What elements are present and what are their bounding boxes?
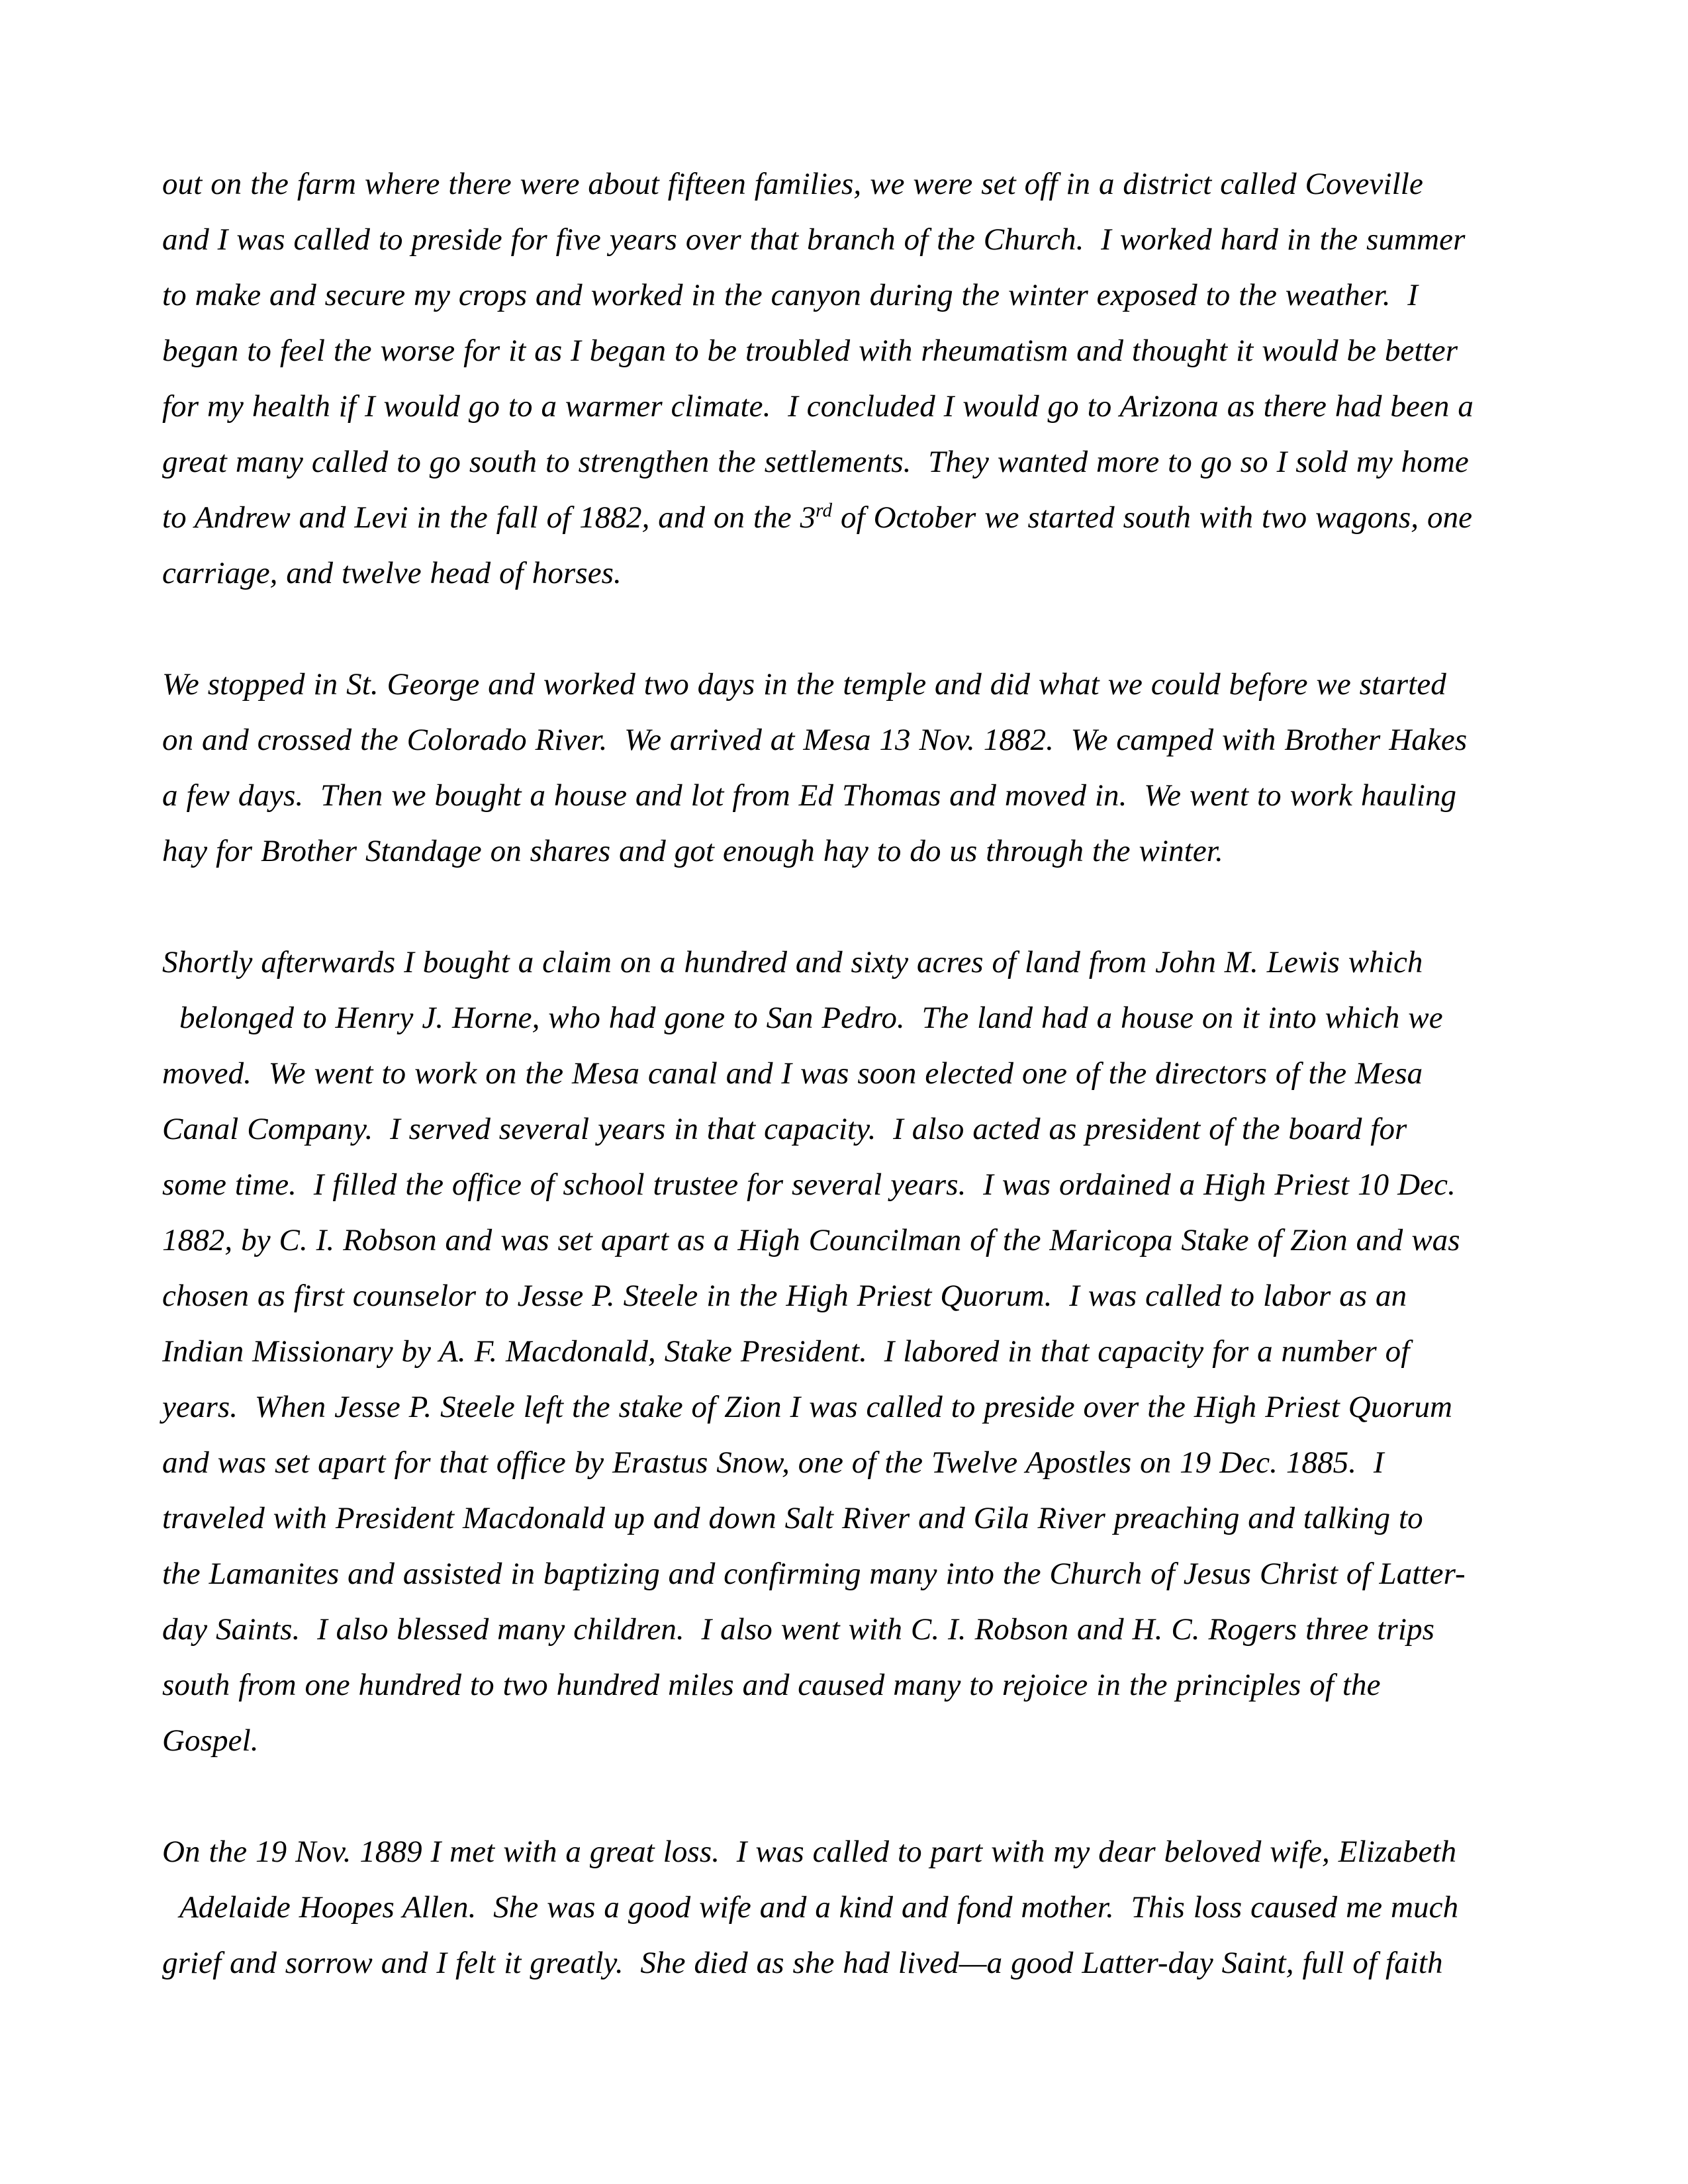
text-line: carriage, and twelve head of horses.	[162, 556, 622, 590]
text-line: began to feel the worse for it as I began to be troubled with rheumatism and thought it would be better	[162, 334, 1458, 368]
text-line: to make and secure my crops and worked in the canyon during the winter exposed to the weather. I	[162, 278, 1418, 312]
text-line: 1882, by C. I. Robson and was set apart as a High Councilman of the Maricopa Stake of Zion and was	[162, 1223, 1460, 1257]
text-line: chosen as first counselor to Jesse P. Steele in the High Priest Quorum. I was called to labor as an	[162, 1279, 1407, 1313]
text-line: day Saints. I also blessed many children. I also went with C. I. Robson and H. C. Rogers three trips	[162, 1612, 1434, 1647]
text-line: out on the farm where there were about fifteen families, we were set off in a district called Coveville	[162, 167, 1423, 201]
text-line: moved. We went to work on the Mesa canal and I was soon elected one of the directors of the Mesa	[162, 1056, 1423, 1091]
text-line: great many called to go south to strengthen the settlements. They wanted more to go so I sold my home	[162, 445, 1469, 479]
text-line: Adelaide Hoopes Allen. She was a good wife and a kind and fond mother. This loss caused me much	[179, 1890, 1459, 1925]
text-line: We stopped in St. George and worked two days in the temple and did what we could before we started	[162, 667, 1446, 702]
text-line: On the 19 Nov. 1889 I met with a great loss. I was called to part with my dear beloved wife, Elizabeth	[162, 1835, 1457, 1869]
text-line: the Lamanites and assisted in baptizing and confirming many into the Church of Jesus Christ of Latter-	[162, 1557, 1466, 1591]
text-line: south from one hundred to two hundred miles and caused many to rejoice in the principles of the	[162, 1668, 1381, 1702]
text-line: belonged to Henry J. Horne, who had gone to San Pedro. The land had a house on it into which we	[179, 1001, 1443, 1035]
text-line: for my health if I would go to a warmer climate. I concluded I would go to Arizona as there had been a	[162, 389, 1474, 424]
ordinal-suffix: rd	[816, 500, 833, 522]
text-line: hay for Brother Standage on shares and got enough hay to do us through the winter.	[162, 834, 1223, 868]
text-line: a few days. Then we bought a house and lot from Ed Thomas and moved in. We went to work hauling	[162, 778, 1457, 813]
text-line: on and crossed the Colorado River. We arrived at Mesa 13 Nov. 1882. We camped with Brother Hakes	[162, 723, 1468, 757]
text-line: and I was called to preside for five years over that branch of the Church. I worked hard in the summer	[162, 222, 1466, 257]
text-segment: to Andrew and Levi in the fall of 1882, and on the 3	[162, 500, 816, 535]
text-line: some time. I filled the office of school trustee for several years. I was ordained a High Priest 10 Dec.	[162, 1167, 1456, 1202]
paragraph-2	[162, 657, 1526, 879]
paragraph-4	[162, 1824, 1526, 1991]
paragraph-1	[162, 156, 1526, 601]
text-line: Indian Missionary by A. F. Macdonald, Stake President. I labored in that capacity for a number of	[162, 1334, 1410, 1369]
text-segment: of October we started south with two wagons, one	[832, 500, 1473, 535]
text-line-with-ordinal	[162, 490, 1526, 545]
paragraph-3	[162, 934, 1526, 1768]
text-line: Gospel.	[162, 1723, 259, 1758]
text-line: grief and sorrow and I felt it greatly. She died as she had lived—a good Latter-day Saint, full of faith	[162, 1946, 1443, 1980]
text-line: Canal Company. I served several years in that capacity. I also acted as president of the board for	[162, 1112, 1407, 1146]
text-line: traveled with President Macdonald up and down Salt River and Gila River preaching and talking to	[162, 1501, 1423, 1535]
text-line: Shortly afterwards I bought a claim on a hundred and sixty acres of land from John M. Lewis which	[162, 945, 1423, 979]
document-body	[162, 156, 1526, 1991]
text-line: years. When Jesse P. Steele left the stake of Zion I was called to preside over the High Priest Quorum	[162, 1390, 1453, 1424]
text-line: and was set apart for that office by Erastus Snow, one of the Twelve Apostles on 19 Dec. 1885. I	[162, 1445, 1384, 1480]
